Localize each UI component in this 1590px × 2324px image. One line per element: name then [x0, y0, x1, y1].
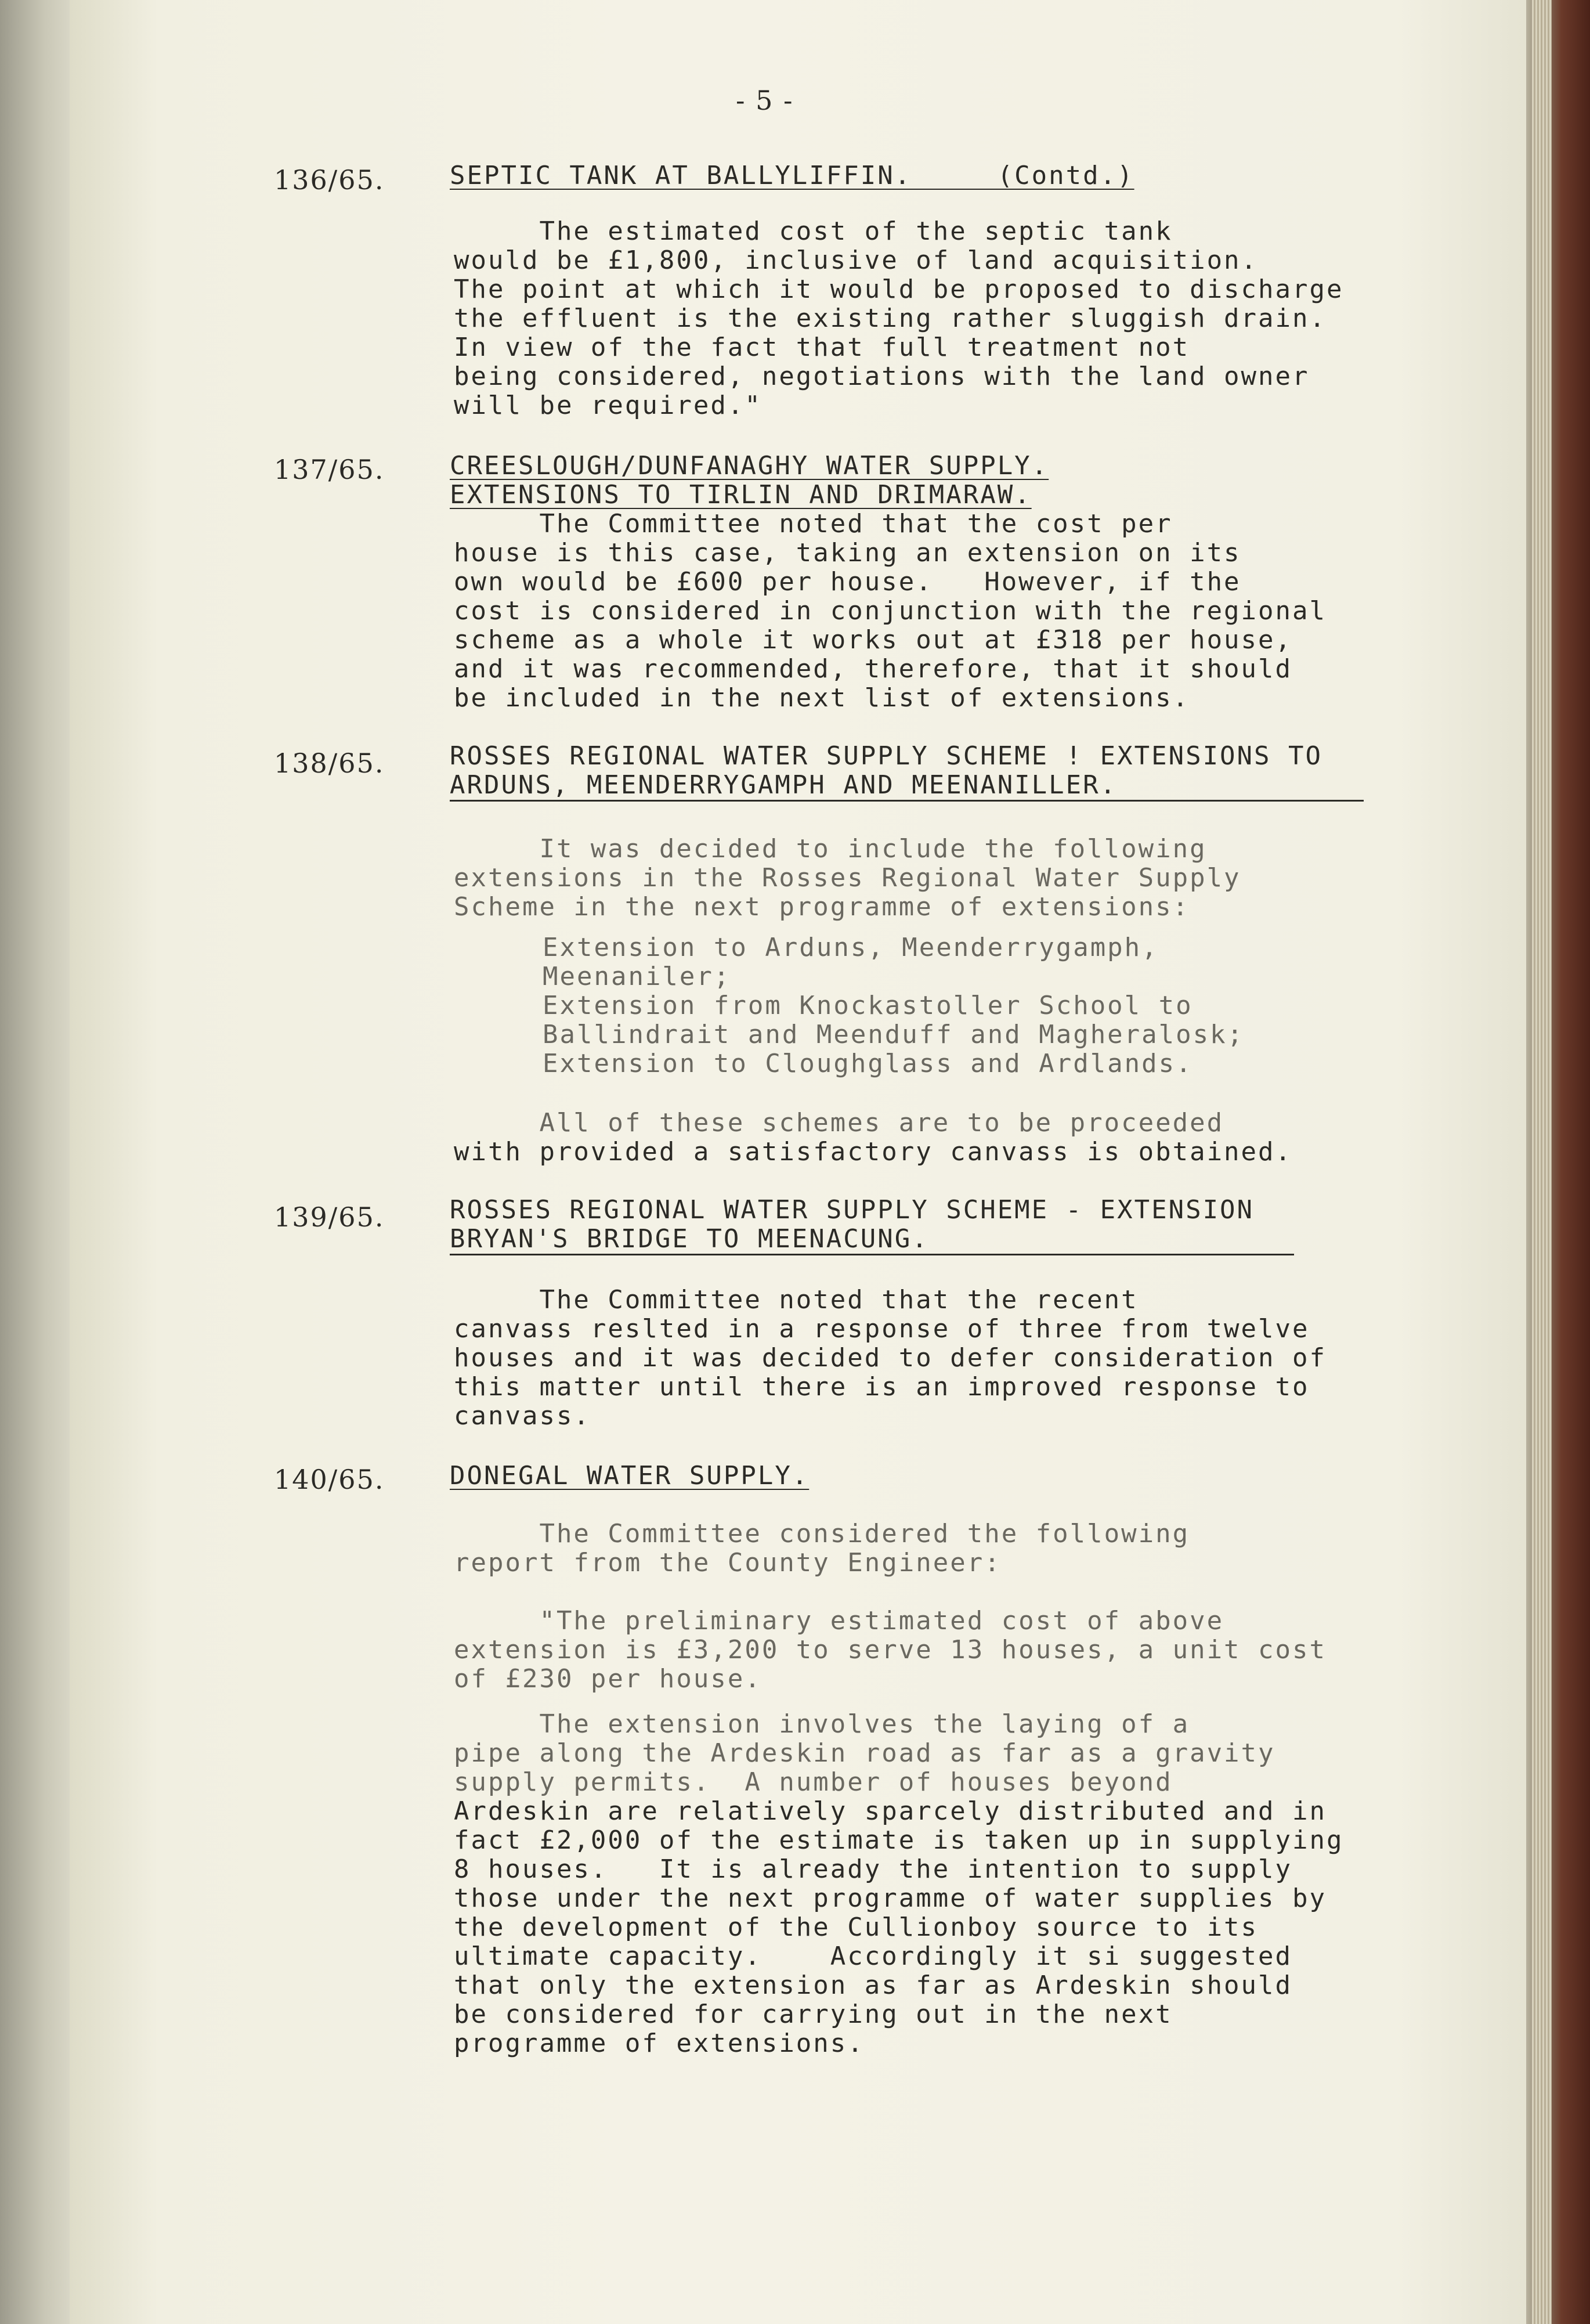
paragraph-line: scheme as a whole it works out at £318 per house,: [454, 625, 1293, 655]
list-line: Extension to Cloughglass and Ardlands.: [543, 1049, 1193, 1078]
item-heading: ARDUNS, MEENDERRYGAMPH AND MEENANILLER.: [450, 770, 1118, 800]
paragraph-line: be included in the next list of extensions.: [454, 683, 1190, 713]
paragraph-line: would be £1,800, inclusive of land acquisition.: [454, 246, 1259, 275]
item-number: 139/65.: [274, 1201, 385, 1233]
item-heading: EXTENSIONS TO TIRLIN AND DRIMARAW.: [450, 480, 1032, 510]
paragraph-line: be considered for carrying out in the next: [454, 2000, 1173, 2029]
paragraph-line: house is this case, taking an extension on its: [454, 538, 1241, 568]
list-line: Extension to Arduns, Meenderrygamph,: [543, 933, 1159, 962]
paragraph-line: canvass reslted in a response of three from twelve: [454, 1314, 1310, 1344]
paragraph-line: with provided a satisfactory canvass is obtained.: [454, 1137, 1293, 1167]
paragraph-line: pipe along the Ardeskin road as far as a gravity: [454, 1738, 1275, 1768]
item-heading: ROSSES REGIONAL WATER SUPPLY SCHEME ! EXTENSIONS TO: [450, 741, 1323, 771]
list-line: Ballindrait and Meenduff and Magheralosk;: [543, 1020, 1245, 1049]
paragraph-line: In view of the fact that full treatment not: [454, 333, 1190, 362]
paragraph-line: supply permits. A number of houses beyond: [454, 1767, 1173, 1797]
heading-underline: [450, 800, 1364, 802]
page-number: - 5 -: [736, 85, 794, 116]
paragraph-line: the effluent is the existing rather sluggish drain.: [454, 304, 1327, 333]
paragraph-line: those under the next programme of water supplies by: [454, 1883, 1327, 1913]
paragraph-line: this matter until there is an improved response to: [454, 1372, 1310, 1402]
paragraph-line: of £230 per house.: [454, 1664, 762, 1694]
paragraph-line: The extension involves the laying of a: [454, 1709, 1190, 1739]
paragraph-line: ultimate capacity. Accordingly it si suggested: [454, 1942, 1293, 1971]
paragraph-line: cost is considered in conjunction with the regional: [454, 596, 1327, 626]
paragraph-line: canvass.: [454, 1401, 591, 1431]
item-number: 137/65.: [274, 454, 385, 485]
paragraph-line: "The preliminary estimated cost of above: [454, 1606, 1224, 1636]
paragraph-line: It was decided to include the following: [454, 834, 1207, 864]
item-number: 140/65.: [274, 1464, 385, 1495]
paragraph-line: fact £2,000 of the estimate is taken up in supplying: [454, 1825, 1344, 1855]
item-heading: DONEGAL WATER SUPPLY.: [450, 1461, 810, 1491]
paragraph-line: houses and it was decided to defer consideration of: [454, 1343, 1327, 1373]
paragraph-line: that only the extension as far as Ardeskin should: [454, 1971, 1293, 2000]
paragraph-line: extension is £3,200 to serve 13 houses, a unit cost: [454, 1635, 1327, 1665]
list-line: Extension from Knockastoller School to: [543, 991, 1193, 1020]
paragraph-line: Ardeskin are relatively sparcely distributed and in: [454, 1796, 1327, 1826]
paragraph-line: report from the County Engineer:: [454, 1548, 1002, 1578]
item-heading: CREESLOUGH/DUNFANAGHY WATER SUPPLY.: [450, 451, 1049, 481]
item-heading: BRYAN'S BRIDGE TO MEENACUNG.: [450, 1224, 929, 1254]
paragraph-line: 8 houses. It is already the intention to supply: [454, 1854, 1293, 1884]
paragraph-line: The point at which it would be proposed to discharge: [454, 275, 1344, 304]
item-heading: ROSSES REGIONAL WATER SUPPLY SCHEME - EXTENSION: [450, 1195, 1255, 1225]
paragraph-line: and it was recommended, therefore, that it should: [454, 654, 1293, 684]
paragraph-line: The Committee considered the following: [454, 1519, 1190, 1549]
paragraph-line: All of these schemes are to be proceeded: [454, 1108, 1224, 1138]
heading-underline: [450, 1254, 1294, 1255]
paragraph-line: extensions in the Rosses Regional Water Supply: [454, 863, 1241, 893]
paragraph-line: being considered, negotiations with the land owner: [454, 362, 1310, 391]
list-line: Meenaniler;: [543, 962, 731, 991]
paragraph-line: The Committee noted that the recent: [454, 1285, 1139, 1315]
paragraph-line: own would be £600 per house. However, if the: [454, 567, 1241, 597]
paragraph-line: will be required.": [454, 391, 762, 420]
paragraph-line: programme of extensions.: [454, 2029, 865, 2058]
item-number: 138/65.: [274, 748, 385, 779]
paragraph-line: The Committee noted that the cost per: [454, 509, 1173, 539]
item-heading: SEPTIC TANK AT BALLYLIFFIN. (Contd.): [450, 161, 1134, 190]
paragraph-line: Scheme in the next programme of extensions:: [454, 892, 1190, 922]
paragraph-line: the development of the Cullionboy source to its: [454, 1912, 1259, 1942]
paragraph-line: The estimated cost of the septic tank: [454, 216, 1173, 246]
item-number: 136/65.: [274, 164, 385, 196]
